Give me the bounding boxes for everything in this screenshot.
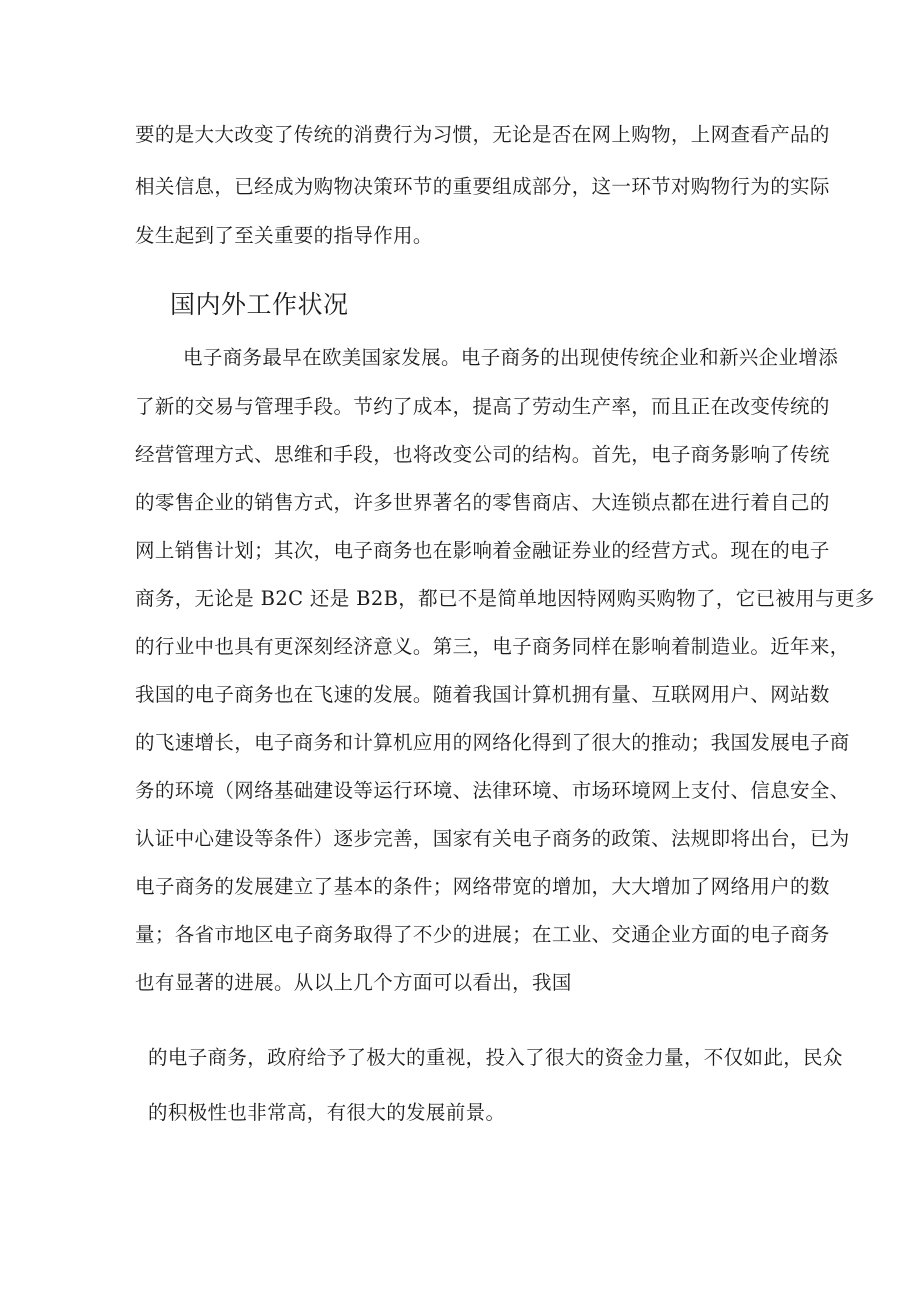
paragraph3-line-1: 的电子商务，政府给予了极大的重视，投入了很大的资金力量，不仅如此，民众 bbox=[148, 1046, 843, 1069]
paragraph2-line-4: 的零售企业的销售方式，许多世界著名的零售商店、大连锁点都在进行着自己的 bbox=[135, 491, 830, 514]
paragraph1-line-3: 发生起到了至关重要的指导作用。 bbox=[135, 224, 433, 247]
paragraph2-line-11: 认证中心建设等条件）逐步完善，国家有关电子商务的政策、法规即将出台，已为 bbox=[135, 827, 850, 850]
paragraph2-line-9: 的飞速增长，电子商务和计算机应用的网络化得到了很大的推动；我国发展电子商 bbox=[135, 731, 850, 754]
paragraph2-line-1: 电子商务最早在欧美国家发展。电子商务的出现使传统企业和新兴企业增添 bbox=[183, 346, 839, 369]
paragraph2-line-2: 了新的交易与管理手段。节约了成本，提高了劳动生产率，而且正在改变传统的 bbox=[135, 395, 830, 418]
paragraph1-line-1: 要的是大大改变了传统的消费行为习惯，无论是否在网上购物，上网查看产品的 bbox=[135, 123, 830, 146]
paragraph2-line-3: 经营管理方式、思维和手段，也将改变公司的结构。首先，电子商务影响了传统 bbox=[135, 443, 830, 466]
paragraph2-line-10: 务的环境（网络基础建设等运行环境、法律环境、市场环境网上支付、信息安全、 bbox=[135, 779, 850, 802]
paragraph2-line-7: 的行业中也具有更深刻经济意义。第三，电子商务同样在影响着制造业。近年来， bbox=[135, 635, 850, 658]
paragraph2-line-13: 量；各省市地区电子商务取得了不少的进展；在工业、交通企业方面的电子商务 bbox=[135, 923, 830, 946]
section-heading: 国内外工作状况 bbox=[170, 290, 349, 319]
paragraph1-line-2: 相关信息，已经成为购物决策环节的重要组成部分，这一环节对购物行为的实际 bbox=[135, 175, 830, 198]
paragraph2-line-12: 电子商务的发展建立了基本的条件；网络带宽的增加，大大增加了网络用户的数 bbox=[135, 875, 830, 898]
paragraph2-line-6: 商务，无论是 B2C 还是 B2B，都已不是简单地因特网购买购物了，它已被用与更多 bbox=[135, 587, 875, 610]
paragraph3-line-2: 的积极性也非常高，有很大的发展前景。 bbox=[148, 1101, 506, 1124]
paragraph2-line-14: 也有显著的进展。从以上几个方面可以看出，我国 bbox=[135, 971, 572, 994]
paragraph2-line-5: 网上销售计划；其次，电子商务也在影响着金融证券业的经营方式。现在的电子 bbox=[135, 539, 830, 562]
paragraph2-line-8: 我国的电子商务也在飞速的发展。随着我国计算机拥有量、互联网用户、网站数 bbox=[135, 683, 830, 706]
